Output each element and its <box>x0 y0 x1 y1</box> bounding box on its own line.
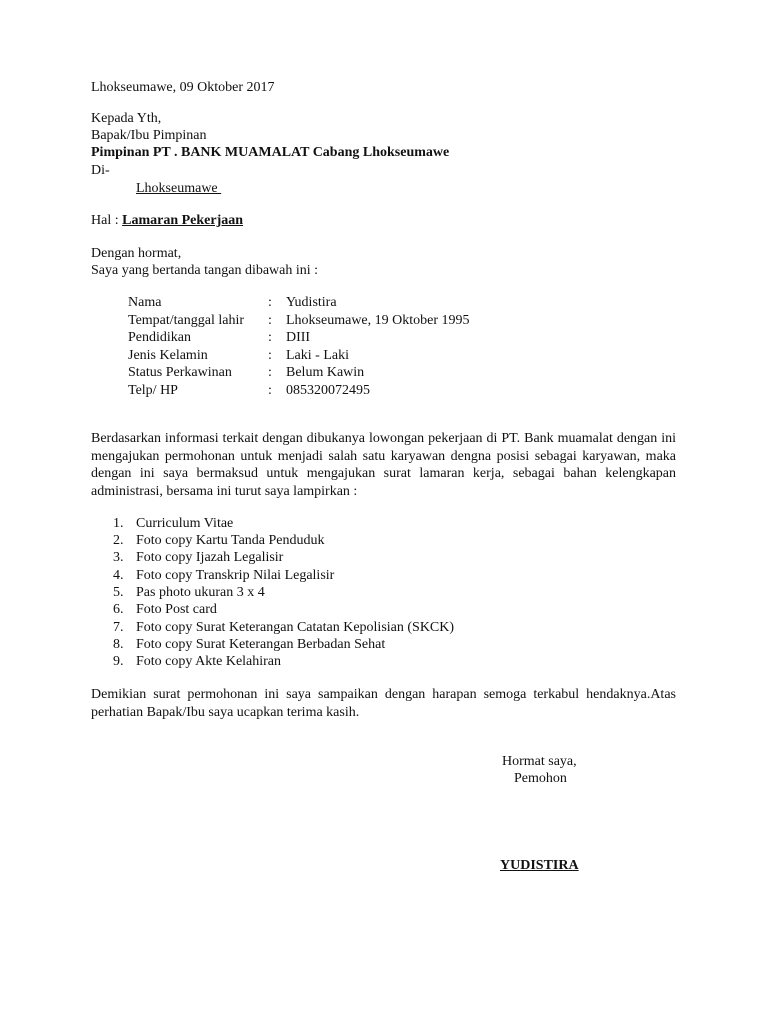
place-date: Lhokseumawe, 09 Oktober 2017 <box>91 80 275 95</box>
identity-colon: : <box>268 365 272 380</box>
identity-label: Jenis Kelamin <box>128 347 208 363</box>
closing-paragraph: Demikian surat permohonan ini saya sampaikan dengan harapan semoga terkabul hendaknya.Atas perhatian Bapak/Ibu saya ucapkan terima kasih. <box>91 687 676 720</box>
list-item-number: 2. <box>113 533 124 548</box>
identity-label: Pendidikan <box>128 330 191 345</box>
list-item-number: 5. <box>113 585 124 600</box>
signature-regards: Hormat saya, <box>502 754 577 769</box>
identity-label: Telp/ HP <box>128 382 178 398</box>
list-item-text: Foto copy Ijazah Legalisir <box>136 550 284 565</box>
intro-line: Saya yang bertanda tangan dibawah ini : <box>91 263 319 278</box>
subject-line <box>91 212 243 229</box>
recipient-city: Lhokseumawe <box>136 181 222 196</box>
identity-label: Nama <box>128 295 162 310</box>
identity-colon: : <box>268 382 272 398</box>
list-item-number: 8. <box>113 637 124 652</box>
identity-value: DIII <box>286 330 311 345</box>
list-item-number: 3. <box>113 550 124 565</box>
body-paragraph: Berdasarkan informasi terkait dengan dibukanya lowongan pekerjaan di PT. Bank muamalat dengan ini mengajukan permohonan untuk menjadi salah satu karyawan dengna posisi sebagai karyawan, maka dengan ini saya bermaksud untuk mengajukan surat lamaran kerja, sebagai bahan kelengkapan administrasi, bersama ini turut saya lampirkan : <box>91 431 676 499</box>
list-item-text: Foto copy Transkrip Nilai Legalisir <box>136 567 335 583</box>
identity-value: Yudistira <box>286 295 337 310</box>
list-item-number: 7. <box>113 619 124 635</box>
identity-colon: : <box>268 295 272 310</box>
list-item-text: Foto copy Kartu Tanda Penduduk <box>136 533 325 548</box>
list-item-text: Foto copy Surat Keterangan Catatan Kepolisian (SKCK) <box>136 619 455 635</box>
list-item-number: 1. <box>113 516 124 531</box>
recipient-line-1: Bapak/Ibu Pimpinan <box>91 128 207 143</box>
identity-value: 085320072495 <box>286 382 370 398</box>
identity-value: Laki - Laki <box>286 347 349 363</box>
list-item-text: Foto Post card <box>136 602 217 617</box>
list-item-text: Curriculum Vitae <box>136 516 234 531</box>
list-item-text: Pas photo ukuran 3 x 4 <box>136 585 265 600</box>
list-item-text: Foto copy Surat Keterangan Berbadan Sehat <box>136 637 386 652</box>
signature-role: Pemohon <box>514 771 567 786</box>
identity-colon: : <box>268 312 272 328</box>
opening-salutation: Dengan hormat, <box>91 246 182 261</box>
identity-colon: : <box>268 347 272 363</box>
recipient-line-2: Pimpinan PT . BANK MUAMALAT Cabang Lhokseumawe <box>91 145 450 160</box>
identity-value: Belum Kawin <box>286 365 365 380</box>
subject-value: Lamaran Pekerjaan <box>122 213 244 228</box>
list-item-text: Foto copy Akte Kelahiran <box>136 654 282 669</box>
list-item-number: 6. <box>113 602 124 617</box>
identity-colon: : <box>268 330 272 345</box>
identity-label: Status Perkawinan <box>128 365 232 380</box>
recipient-greeting: Kepada Yth, <box>91 111 162 126</box>
list-item-number: 9. <box>113 654 124 669</box>
identity-label: Tempat/tanggal lahir <box>128 312 245 328</box>
subject-label: Hal : <box>91 213 119 228</box>
list-item-number: 4. <box>113 567 124 583</box>
identity-value: Lhokseumawe, 19 Oktober 1995 <box>286 312 470 328</box>
recipient-line-3: Di- <box>91 163 110 178</box>
signature-name: YUDISTIRA <box>500 858 579 873</box>
